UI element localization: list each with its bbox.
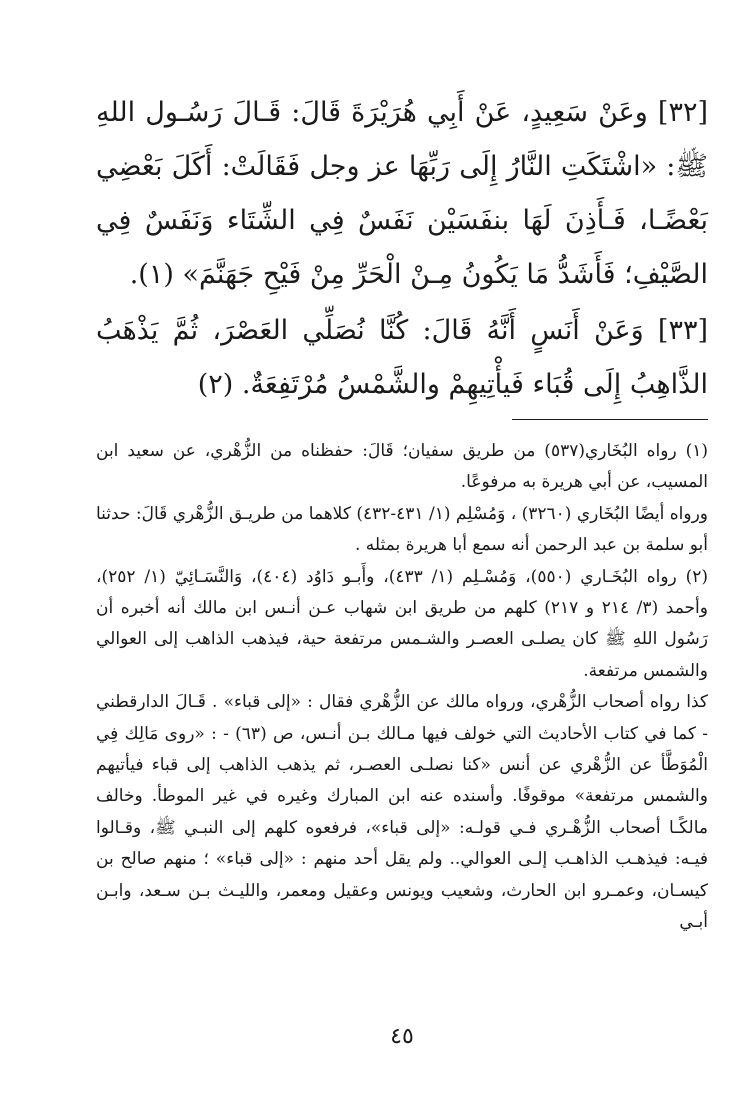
footnote-1: (١) رواه البُخَاري(٥٣٧) من طريق سفيان؛ قَالَ: حفظناه من الزُّهْري، عن سعيد ابن المسيب، عن أبي هريرة به مرفوعًا. [96,441,708,493]
book-page [96,0,708,1113]
footnote-separator [512,419,708,420]
footnotes [96,436,708,939]
footnote-1-continued: ورواه أيضًا البُخَاري (٣٢٦٠) ، وَمُسْلِم (١/ ٤٣١-٤٣٢) كلاهما من طريـق الزُّهْري قَالَ: حدثنا أبو سلمة بن عبد الرحمن أنه سمع أبا هريرة بمثله . [96,503,708,556]
main-text [96,86,708,412]
hadith-33: [٣٣] وَعَنْ أَنَسٍ أَنَّهُ قَالَ: كُنَّا نُصَلِّي العَصْرَ، ثُمَّ يَذْهَبُ الذَّاهِبُ إِلَى قُبَاء فَيأْتِيهِمْ والشَّمْسُ مُرْتَفِعَةٌ. (٢) [96,315,708,400]
footnote-2: (٢) رواه البُخَـاري (٥٥٠)، وَمُسْـلِم (١/ ٤٣٣)، وأَبـو دَاوُد (٤٠٤)، وَالنَّسَـائِيّ (١/ ٢٥٢)، وأحمد (٣/ ٢١٤ و ٢١٧) كلهم من طريق ابن شهاب عـن أنـس ابن مالك أنه أخبره أن رَسُول اللهِ ﷺ كان يصلـى العصـر والشـمس مرتفعة حية، فيذهب الذاهب إلى العوالي والشمس مرتفعة. [96,566,709,681]
hadith-32: [٣٢] وعَنْ سَعِيدٍ، عَنْ أَبِي هُرَيْرَةَ قَالَ: قَـالَ رَسُـول اللهِ ﷺ: «اشْتَكَتِ النَّارُ إِلَى رَبِّهَا عز وجل فَقَالَتْ: أَكَلَ بَعْضِي بَعْضًـا، فَـأَذِنَ لَهَا بنفَسَيْن نَفَسٌ فِي الشِّتَاء وَنَفَسٌ فِي الصَّيْفِ؛ فَأَشَدُّ مَا يَكُونُ مِـنْ الْحَرِّ مِنْ فَيْحِ جَهَنَّمَ» (١). [96,97,708,290]
page-number: ٤٥ [390,1024,414,1049]
footnote-2-continued: كذا رواه أصحاب الزُّهْري، ورواه مالك عن الزُّهْري فقال : «إلى قباء» . قَـالَ الدارقطني - كما في كتاب الأحاديث التي خولف فيها مـالك بـن أنـس، ص (٦٣) - : «روى مَالِك فِي الْمُوَطَّأ عن الزُّهْري عن أنس «كنا نصلـى العصـر، ثم يذهب الذاهب إلى قباء فيأتيهم والشمس مرتفعة» موقوفًا. وأسنده عنه ابن المبارك وغيره في غير الموطأ. وخالف مالكًـا أصحاب الزُّهْـري فـي قولـه: «إلى قباء»، فرفعوه كلهم إلى النبـي ﷺ، وقـالوا فيـه: فيذهـب الذاهـب إلـى العوالي.. ولم يقل أحد منهم : «إلى قباء» ؛ منهم صالح بن كيسـان، وعمـرو ابن الحارث، وشعيب ويونس وعقيل ومعمر، والليـث بـن سـعد، وابـن أبـي [96,692,708,933]
